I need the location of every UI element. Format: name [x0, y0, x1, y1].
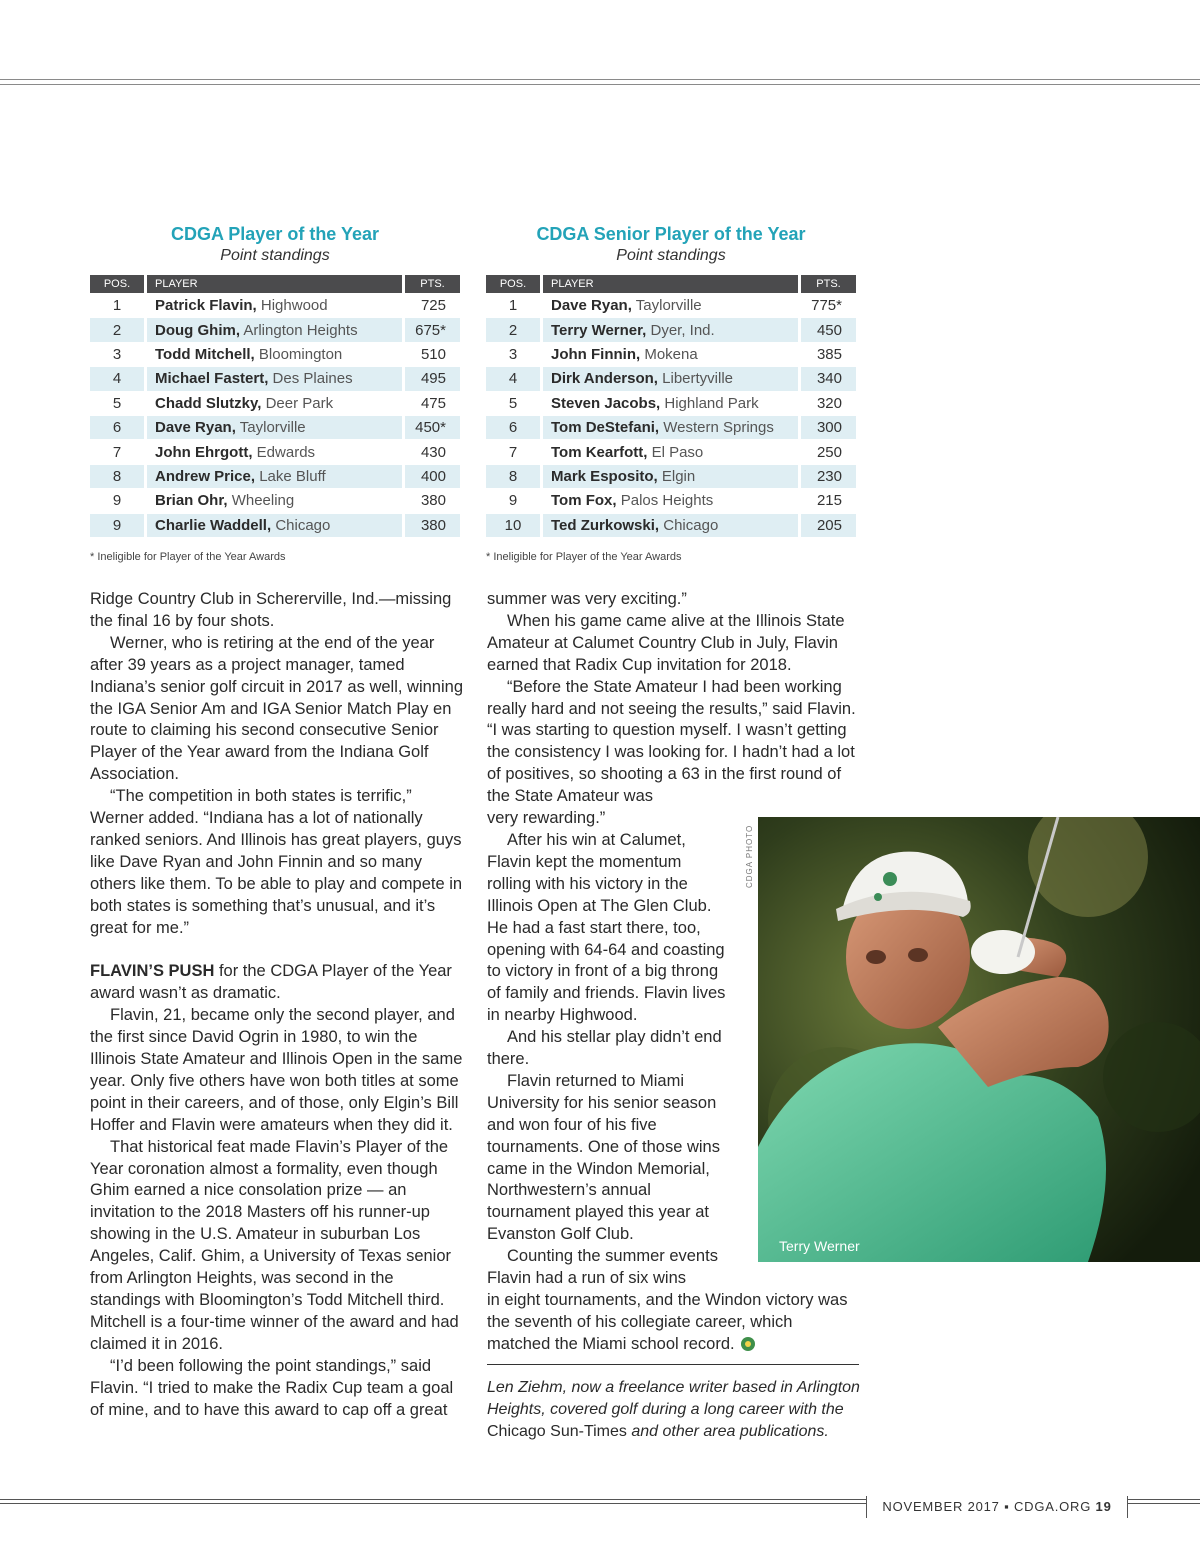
player-name: Ted Zurkowski, — [551, 516, 660, 534]
table-header-row — [90, 275, 460, 293]
table-row — [486, 464, 856, 488]
table-row — [90, 488, 460, 512]
article-paragraph: And his stellar play didn’t end there. — [487, 1028, 722, 1069]
player-cell — [147, 488, 405, 512]
player-name: Mark Esposito, — [551, 467, 658, 485]
player-name: Tom DeStefani, — [551, 419, 660, 437]
header-rule-2 — [0, 84, 1200, 85]
pos-cell: 1 — [486, 293, 543, 317]
player-cell — [543, 439, 801, 463]
player-cell — [147, 464, 405, 488]
photo-credit: CDGA PHOTO — [745, 824, 754, 888]
player-cell — [543, 464, 801, 488]
table-row — [90, 293, 460, 317]
pos-cell: 4 — [486, 366, 543, 390]
pts-header: PTS. — [801, 275, 856, 293]
player-cell — [147, 415, 405, 439]
pos-cell: 7 — [90, 439, 147, 463]
player-header: PLAYER — [147, 275, 405, 293]
table-row — [486, 342, 856, 366]
footer-rule-2 — [0, 1503, 866, 1504]
player-town: Arlington Heights — [243, 321, 358, 339]
table-row — [486, 366, 856, 390]
article-paragraph: Flavin returned to Miami University for his senior season and won four of his five tournaments. One of those wins came in the Windon Memorial, Northwestern’s annual tournament played this year at Evanston Golf Club. — [487, 1071, 720, 1244]
pts-cell: 205 — [801, 513, 856, 537]
player-cell — [543, 293, 801, 317]
player-cell — [147, 366, 405, 390]
pos-cell: 5 — [90, 391, 147, 415]
pos-cell: 9 — [486, 488, 543, 512]
table-row — [90, 415, 460, 439]
player-cell — [147, 513, 405, 537]
player-cell — [543, 513, 801, 537]
table-row — [90, 391, 460, 415]
player-name: Tom Kearfott, — [551, 443, 648, 461]
pts-cell: 450* — [405, 415, 460, 439]
table-row — [486, 317, 856, 341]
player-name: Steven Jacobs, — [551, 394, 661, 412]
player-name: Dave Ryan, — [551, 297, 632, 315]
table-row — [486, 293, 856, 317]
pos-cell: 4 — [90, 366, 147, 390]
standings-subtitle: Point standings — [616, 247, 726, 264]
player-town: Highland Park — [664, 394, 759, 412]
pts-cell: 510 — [405, 342, 460, 366]
table-header-row — [486, 275, 856, 293]
article-paragraph: “Before the State Amateur I had been working really hard and not seeing the results,” said Flavin. “I was starting to question myself. I wasn’t getting the consistency I was looking for. I hadn’t had a lot of positives, so shooting a 63 in the first round of the State Amateur was — [487, 677, 856, 806]
standings-title: CDGA Senior Player of the Year — [536, 224, 806, 244]
table-row — [90, 464, 460, 488]
pts-cell: 775* — [801, 293, 856, 317]
player-name: John Ehrgott, — [155, 443, 253, 461]
wrapped-text-block — [487, 808, 727, 1290]
player-town: Elgin — [661, 467, 696, 485]
player-cell — [147, 293, 405, 317]
photo-caption: Terry Werner — [779, 1238, 860, 1254]
table-row — [90, 513, 460, 537]
page-number: 19 — [1095, 1499, 1112, 1514]
pts-cell: 250 — [801, 439, 856, 463]
standings-subtitle: Point standings — [220, 247, 330, 264]
table-row — [486, 513, 856, 537]
player-name: Charlie Waddell, — [155, 516, 272, 534]
player-town: Taylorville — [239, 419, 306, 437]
pts-cell: 340 — [801, 366, 856, 390]
section-lead-in: FLAVIN’S PUSH — [90, 962, 215, 981]
player-cell — [147, 317, 405, 341]
player-town: Taylorville — [635, 297, 702, 315]
pos-cell: 3 — [486, 342, 543, 366]
page-folio — [866, 1496, 1128, 1518]
lead-in-text: for the CDGA Player of the Year award wasn’t as dramatic. — [90, 962, 452, 1003]
player-name: John Finnin, — [551, 345, 641, 363]
bio-divider — [487, 1364, 859, 1365]
player-town: Chicago — [663, 516, 719, 534]
standings-title: CDGA Player of the Year — [170, 224, 380, 244]
pts-cell: 400 — [405, 464, 460, 488]
player-town: Bloomington — [258, 345, 343, 363]
pos-cell: 3 — [90, 342, 147, 366]
issue-label: NOVEMBER 2017 ▪ CDGA.ORG — [882, 1499, 1092, 1514]
footer-rule-3 — [1128, 1499, 1200, 1500]
pos-cell: 7 — [486, 439, 543, 463]
player-name: Patrick Flavin, — [155, 297, 257, 315]
pts-cell: 320 — [801, 391, 856, 415]
pts-cell: 495 — [405, 366, 460, 390]
player-name: Brian Ohr, — [155, 492, 228, 510]
article-paragraph: When his game came alive at the Illinois State Amateur at Calumet Country Club in July, Flavin earned that Radix Cup invitation for 2018. — [487, 611, 845, 674]
player-cell — [147, 342, 405, 366]
pos-cell: 9 — [90, 488, 147, 512]
article-paragraph: “The competition in both states is terrific,” Werner added. “Indiana has a lot of nationally ranked seniors. And Illinois has great players, guys like Dave Ryan and John Finnin and so many others like them. To be able to play and compete in both states is something that’s unusual, and it’s great for me.” — [90, 787, 463, 937]
player-town: Des Plaines — [272, 370, 353, 388]
article-closing-text: in eight tournaments, and the Windon victory was the seventh of his collegiate career, which matched the Miami school record. — [487, 1291, 848, 1353]
pts-cell: 475 — [405, 391, 460, 415]
player-cell — [543, 317, 801, 341]
player-town: Libertyville — [662, 370, 734, 388]
table-row — [90, 317, 460, 341]
pos-header: POS. — [90, 275, 147, 293]
pos-cell: 6 — [486, 415, 543, 439]
article-paragraph: After his win at Calumet, Flavin kept the momentum rolling with his victory in the Illinois Open at The Glen Club. He had a fast start there, too, opening with 64-64 and coasting to victory in front of a big throng of family and friends. Flavin lives in nearby Highwood. — [487, 830, 726, 1025]
pos-cell: 9 — [90, 513, 147, 537]
player-of-year-standings — [90, 222, 460, 563]
player-town: Deer Park — [265, 394, 334, 412]
player-name: Michael Fastert, — [155, 370, 269, 388]
article-paragraph: Ridge Country Club in Schererville, Ind.—missing the final 16 by four shots. — [90, 590, 452, 630]
pts-cell: 380 — [405, 513, 460, 537]
player-town: Dyer, Ind. — [650, 321, 715, 339]
table-row — [90, 439, 460, 463]
player-name: Tom Fox, — [551, 492, 617, 510]
player-cell — [543, 342, 801, 366]
player-cell — [543, 488, 801, 512]
player-name: Chadd Slutzky, — [155, 394, 262, 412]
player-town: Mokena — [644, 345, 698, 363]
senior-player-of-year-standings — [486, 222, 856, 563]
pts-cell: 380 — [405, 488, 460, 512]
table-row — [90, 366, 460, 390]
player-town: Highwood — [260, 297, 328, 315]
player-town: Lake Bluff — [259, 467, 326, 485]
player-name: Todd Mitchell, — [155, 345, 255, 363]
table-row — [486, 415, 856, 439]
pos-cell: 10 — [486, 513, 543, 537]
article-paragraph — [487, 1290, 859, 1356]
table-row — [486, 439, 856, 463]
pos-cell: 8 — [486, 464, 543, 488]
standings-table — [486, 275, 856, 537]
pos-cell: 6 — [90, 415, 147, 439]
player-name: Terry Werner, — [551, 321, 647, 339]
article-column-1 — [90, 589, 464, 1421]
golfer-illustration — [758, 817, 1200, 1262]
table-row — [486, 488, 856, 512]
pos-cell: 8 — [90, 464, 147, 488]
article-paragraph: Counting the summer events Flavin had a run of six wins — [487, 1247, 718, 1288]
article-paragraph: Flavin, 21, became only the second player, and the first since David Ogrin in 1980, to win the Illinois State Amateur and Illinois Open in the same year. Only five others have won both titles at some point in their careers, and of those, only Elgin’s Bill Hoffer and Flavin were amateurs when they did it. — [90, 1006, 463, 1134]
pos-cell: 2 — [90, 317, 147, 341]
pts-cell: 300 — [801, 415, 856, 439]
player-town: El Paso — [651, 443, 704, 461]
publication-name: Chicago Sun-Times — [487, 1423, 627, 1440]
pts-cell: 430 — [405, 439, 460, 463]
author-bio: Len Ziehm, now a freelance writer based in Arlington Heights, covered golf during a long career with the Chicago Sun-Times and other area publications. — [487, 1379, 860, 1440]
player-town: Wheeling — [231, 492, 295, 510]
player-name: Andrew Price, — [155, 467, 256, 485]
pos-cell: 5 — [486, 391, 543, 415]
pts-cell: 385 — [801, 342, 856, 366]
ineligible-note: * Ineligible for Player of the Year Awards — [486, 550, 682, 563]
player-name: Doug Ghim, — [155, 321, 240, 339]
standings-table — [90, 275, 460, 537]
player-cell — [147, 391, 405, 415]
pts-cell: 675* — [405, 317, 460, 341]
pos-cell: 1 — [90, 293, 147, 317]
player-name: Dave Ryan, — [155, 419, 236, 437]
player-name: Dirk Anderson, — [551, 370, 658, 388]
article-paragraph: very rewarding.” — [487, 809, 606, 828]
player-town: Western Springs — [663, 419, 774, 437]
player-town: Chicago — [275, 516, 331, 534]
pts-header: PTS. — [405, 275, 460, 293]
pts-cell: 230 — [801, 464, 856, 488]
pts-cell: 450 — [801, 317, 856, 341]
footer-rule-1 — [0, 1499, 866, 1500]
golfer-photo — [758, 817, 1200, 1262]
header-rule-1 — [0, 79, 1200, 80]
footer-rule-4 — [1128, 1503, 1200, 1504]
player-cell — [543, 391, 801, 415]
article-paragraph: “I’d been following the point standings,” said Flavin. “I tried to make the Radix Cup team a goal of mine, and to have this award to cap off a great — [90, 1356, 454, 1419]
player-header: PLAYER — [543, 275, 801, 293]
article-paragraph: That historical feat made Flavin’s Player of the Year coronation almost a formality, even though Ghim earned a nice consolation prize — an invitation to the 2018 Masters off his runner-up showing in the U.S. Amateur in suburban Los Angeles, Calif. Ghim, a University of Texas senior from Arlington Heights, was second in the standings with Bloomington’s Todd Mitchell third. Mitchell is a four-time winner of the award and had claimed it in 2016. — [90, 1137, 459, 1353]
article-paragraph — [90, 961, 464, 1005]
player-cell — [543, 415, 801, 439]
table-row — [486, 391, 856, 415]
player-cell — [147, 439, 405, 463]
cdga-logo-icon — [741, 1337, 755, 1351]
ineligible-note: * Ineligible for Player of the Year Awards — [90, 550, 286, 563]
article-paragraph: summer was very exciting.” — [487, 590, 687, 608]
article-paragraph: Werner, who is retiring at the end of the year after 39 years as a project manager, tamed Indiana’s senior golf circuit in 2017 as well, winning the IGA Senior Am and IGA Senior Match Play en route to claiming his second consecutive Senior Player of the Year award from the Indiana Golf Association. — [90, 633, 463, 784]
pts-cell: 215 — [801, 488, 856, 512]
pos-cell: 2 — [486, 317, 543, 341]
pts-cell: 725 — [405, 293, 460, 317]
pos-header: POS. — [486, 275, 543, 293]
table-row — [90, 342, 460, 366]
player-town: Palos Heights — [620, 492, 714, 510]
player-town: Edwards — [256, 443, 316, 461]
player-cell — [543, 366, 801, 390]
